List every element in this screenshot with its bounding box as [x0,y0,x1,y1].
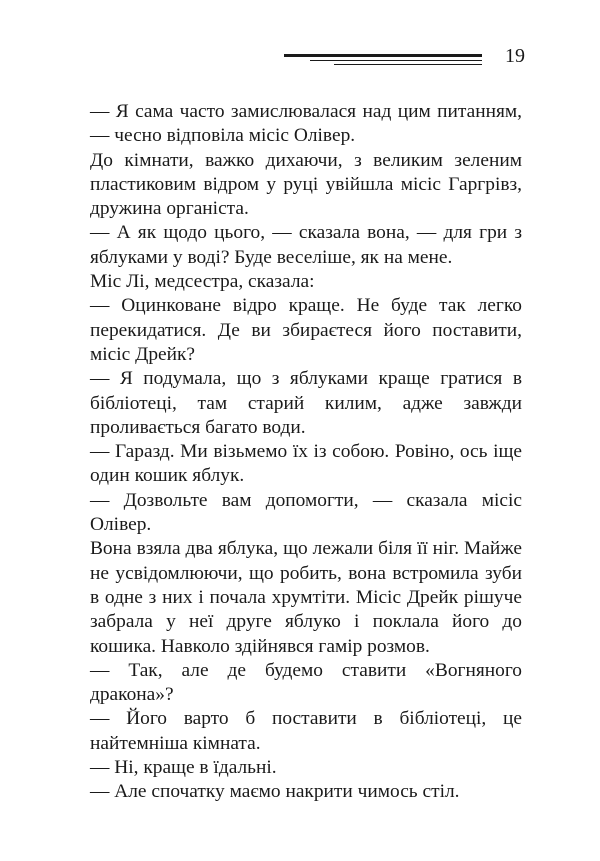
paragraph: До кімнати, важко дихаючи, з великим зеленим пластиковим відром у руці увійшла місіс Гаргрівз, дружина органіста. [90,149,522,220]
paragraph: — Але спочатку маємо накрити чимось стіл. [90,781,460,803]
paragraph: Вона взяла два яблука, що лежали біля її ніг. Майже не усвідомлюючи, що робить, вона встромила зуби в одне з них і почала хрумтіти. Місіс Дрейк рішуче забрала у неї друге яблуко і поклала його до кошика. Навколо здійнявся гамір розмов. [90,538,522,657]
paragraph: — А як щодо цього, — сказала вона, — для гри з яблуками у воді? Буде веселіше, як на мене. [90,222,522,268]
paragraph: — Оцинковане відро краще. Не буде так легко перекидатися. Де ви збираєтеся його поставити, місіс Дрейк? [90,295,522,365]
paragraph: — Його варто б поставити в бібліотеці, це найтемніша кімната. [90,708,522,754]
header-rule [310,60,482,61]
body-text [90,100,522,805]
paragraph: — Я подумала, що з яблуками краще гратися в бібліотеці, там старий килим, адже завжди проливається багато води. [90,368,522,438]
paragraph: — Так, але де будемо ставити «Вогняного дракона»? [90,659,522,706]
paragraph: — Ні, краще в їдальні. [90,757,277,779]
page-number: 19 [505,45,525,67]
paragraph: — Я сама часто замислювалася над цим питанням, — чесно відповіла місіс Олівер. [90,101,522,147]
page-header [270,42,525,72]
paragraph: Міс Лі, медсестра, сказала: [90,271,315,293]
header-rule [284,54,482,57]
paragraph: — Гаразд. Ми візьмемо їх із собою. Ровіно, ось іще один кошик яблук. [90,441,522,487]
paragraph: — Дозвольте вам допомогти, — сказала місіс Олівер. [90,489,522,536]
header-rule [334,64,482,65]
